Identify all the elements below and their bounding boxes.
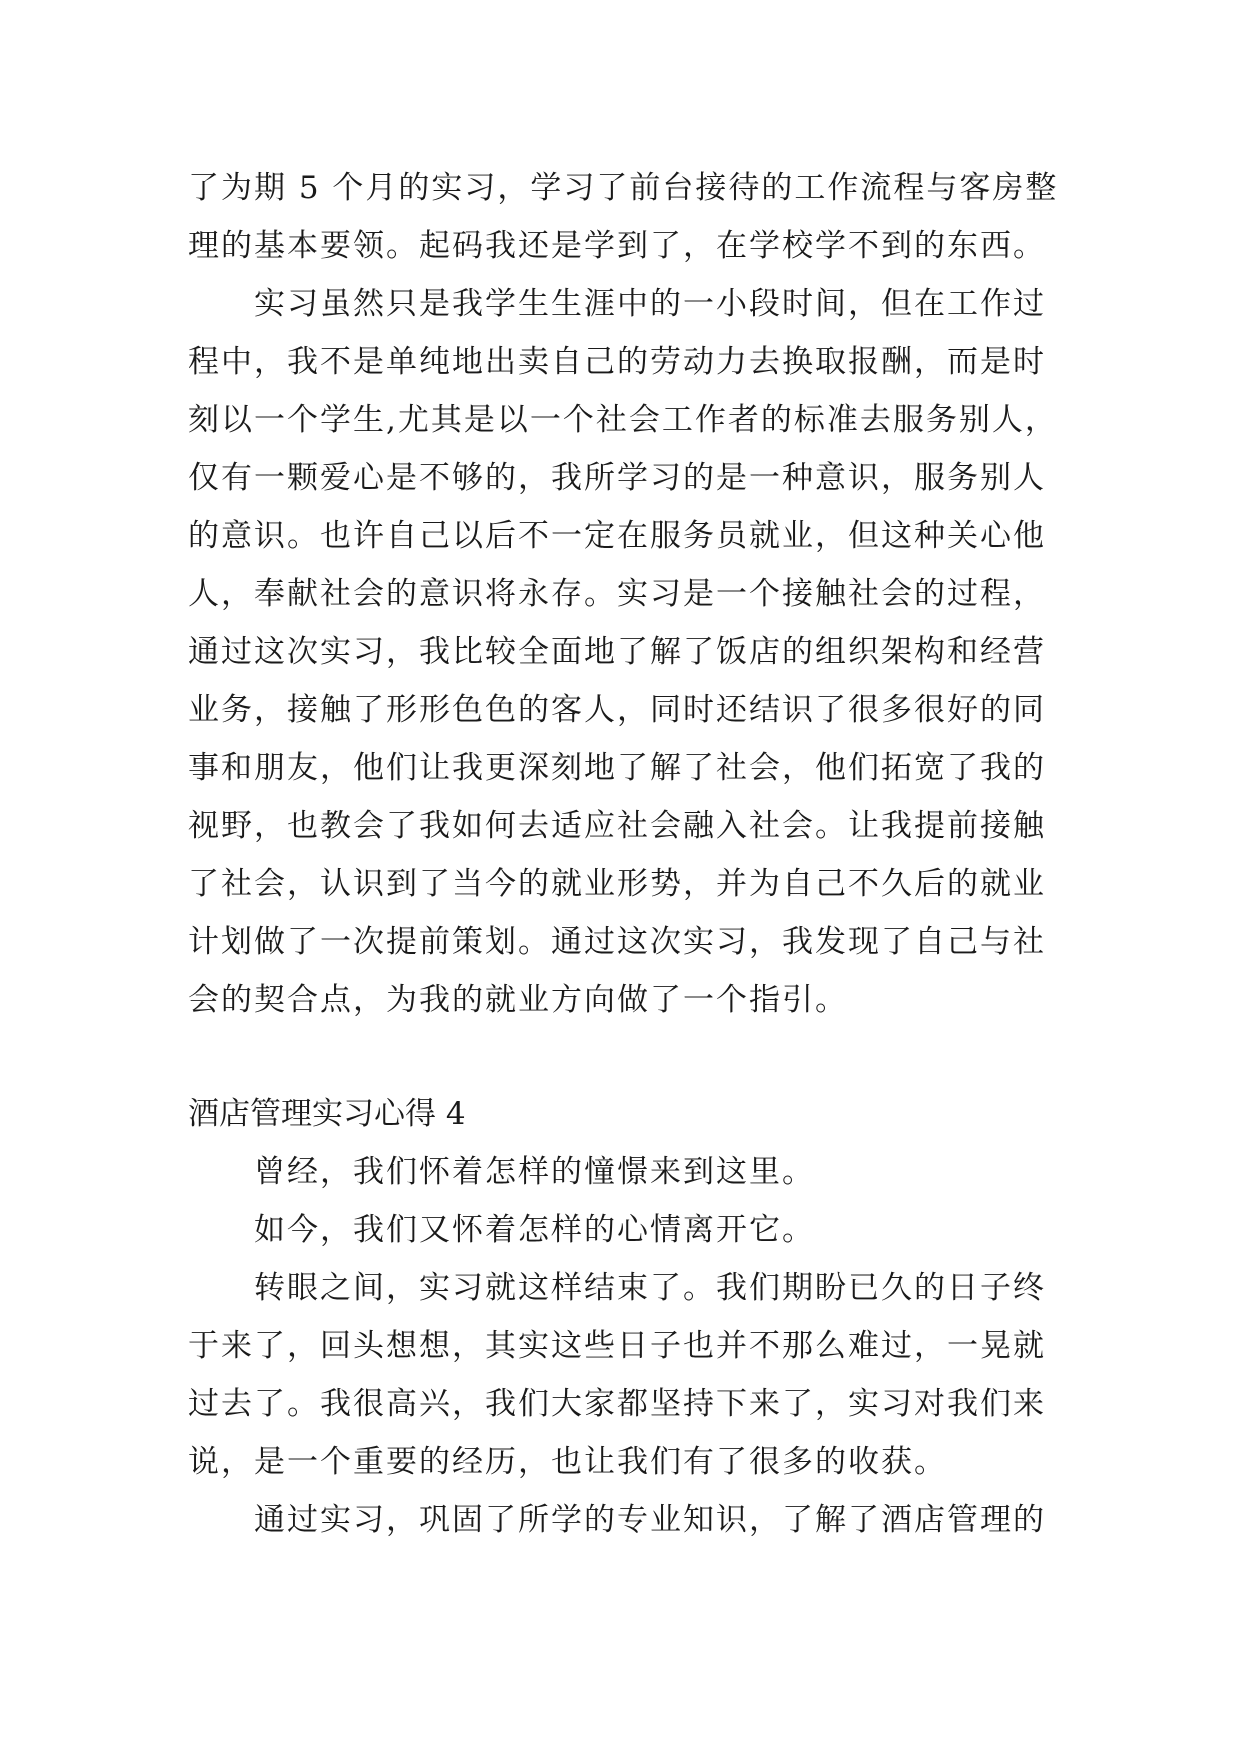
paragraph-line: 通过实习，巩固了所学的专业知识，了解了酒店管理的 (254, 1502, 1046, 1538)
paragraph-line: 计划做了一次提前策划。通过这次实习，我发现了自己与社 (188, 924, 1046, 960)
paragraph-line: 说，是一个重要的经历，也让我们有了很多的收获。 (188, 1444, 947, 1480)
paragraph-line: 了社会，认识到了当今的就业形势，并为自己不久后的就业 (188, 866, 1046, 902)
paragraph-line: 事和朋友，他们让我更深刻地了解了社会，他们拓宽了我的 (188, 750, 1046, 786)
paragraph-line: 曾经，我们怀着怎样的憧憬来到这里。 (254, 1154, 815, 1190)
paragraph-line: 于来了，回头想想，其实这些日子也并不那么难过，一晃就 (188, 1328, 1046, 1364)
paragraph-line: 会的契合点，为我的就业方向做了一个指引。 (188, 982, 848, 1018)
paragraph-line: 理的基本要领。起码我还是学到了，在学校学不到的东西。 (188, 228, 1046, 264)
paragraph-line: 通过这次实习，我比较全面地了解了饭店的组织架构和经营 (188, 634, 1046, 670)
paragraph-line: 实习虽然只是我学生生涯中的一小段时间，但在工作过 (254, 286, 1046, 322)
paragraph-line: 的意识。也许自己以后不一定在服务员就业，但这种关心他 (188, 518, 1046, 554)
paragraph-line: 业务，接触了形形色色的客人，同时还结识了很多很好的同 (188, 692, 1046, 728)
section-heading: 酒店管理实习心得 4 (188, 1096, 466, 1132)
paragraph-line: 仅有一颗爱心是不够的，我所学习的是一种意识，服务别人 (188, 460, 1046, 496)
paragraph-line: 人，奉献社会的意识将永存。实习是一个接触社会的过程， (188, 576, 1046, 612)
paragraph-line: 了为期 5 个月的实习，学习了前台接待的工作流程与客房整 (188, 170, 1059, 206)
paragraph-line: 视野，也教会了我如何去适应社会融入社会。让我提前接触 (188, 808, 1046, 844)
paragraph-line: 过去了。我很高兴，我们大家都坚持下来了，实习对我们来 (188, 1386, 1046, 1422)
paragraph-line: 如今，我们又怀着怎样的心情离开它。 (254, 1212, 815, 1248)
paragraph-line: 刻以一个学生,尤其是以一个社会工作者的标准去服务别人， (188, 402, 1058, 438)
paragraph-line: 转眼之间，实习就这样结束了。我们期盼已久的日子终 (254, 1270, 1046, 1306)
paragraph-line: 程中，我不是单纯地出卖自己的劳动力去换取报酬，而是时 (188, 344, 1046, 380)
